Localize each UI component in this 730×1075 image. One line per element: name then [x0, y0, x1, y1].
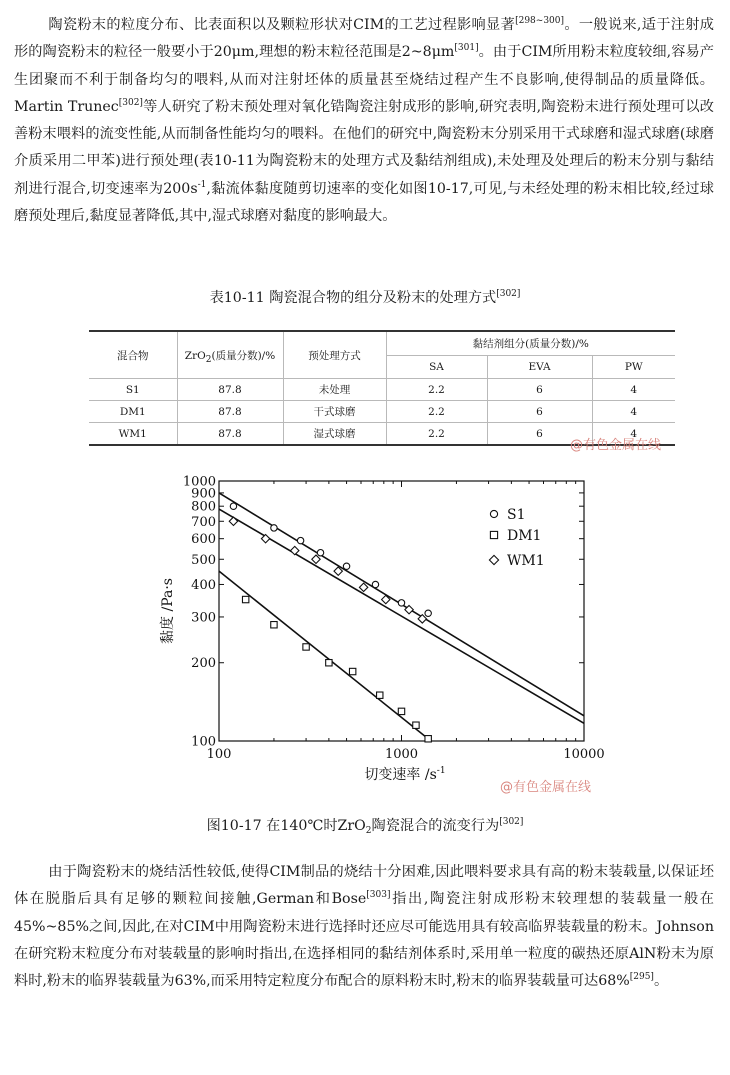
header-eva: EVA — [487, 356, 592, 379]
y-tick-label: 300 — [191, 610, 216, 626]
data-point-wm1 — [261, 534, 269, 542]
y-tick-label: 600 — [191, 532, 216, 548]
data-point-dm1 — [242, 596, 248, 602]
y-tick-label: 1000 — [182, 474, 216, 490]
y-tick-label: 700 — [191, 514, 216, 530]
data-point-s1 — [230, 503, 236, 509]
citation-ref: [302] — [118, 97, 143, 108]
fit-line-dm1 — [219, 571, 431, 741]
y-tick-label: 900 — [191, 486, 216, 502]
data-point-s1 — [297, 537, 303, 543]
header-pretreatment: 预处理方式 — [283, 331, 386, 379]
para2-text-3: 。 — [653, 973, 669, 990]
data-point-dm1 — [349, 668, 355, 674]
para2-text-2: 指出,陶瓷注射成形粉末较理想的装载量一般在45%~85%之间,因此,在对CIM中用陶瓷粉末进行选择时还应尽可能选用具有较高临界装载量的粉末。Johnson在研究粉末粒度分布对装载量的影响时指出,在选择相同的黏结剂体系时,采用单一粒度的碳热还原AlN粉末为原料时,粉末的临界装载量为63%,而采用特定粒度分布配合的原料粉末时,粉末的临界装载量可达68% — [14, 891, 714, 990]
table-row: DM1 87.8 干式球磨 2.2 6 4 — [89, 401, 675, 423]
citation-ref: [295] — [629, 972, 654, 983]
header-pw: PW — [592, 356, 675, 379]
header-binder: 黏结剂组分(质量分数)/% — [386, 331, 675, 356]
legend-marker-wm1 — [489, 555, 498, 564]
y-tick-label: 200 — [191, 656, 216, 672]
data-point-s1 — [398, 600, 404, 606]
data-point-wm1 — [312, 555, 320, 563]
data-point-wm1 — [359, 583, 367, 591]
header-sa: SA — [386, 356, 487, 379]
data-point-s1 — [343, 563, 349, 569]
x-tick-label: 1000 — [384, 747, 419, 762]
y-tick-label: 100 — [191, 734, 216, 750]
y-tick-label: 400 — [191, 577, 216, 593]
data-point-s1 — [372, 581, 378, 587]
para2-text-1: 由于陶瓷粉末的烧结活性较低,使得CIM制品的烧结十分困难,因此喂料要求具有高的粉末装载量,以保证坯体在脱脂后具有足够的颗粒间接触,German和Bose — [14, 864, 714, 908]
data-point-dm1 — [271, 622, 277, 628]
paragraph-loading — [14, 859, 714, 995]
watermark: @有色金属在线 — [570, 438, 662, 453]
y-tick-label: 800 — [191, 499, 216, 515]
watermark: @有色金属在线 — [500, 780, 592, 795]
x-tick-label: 100 — [206, 747, 232, 762]
figure-caption-ref: [302] — [499, 817, 524, 827]
para1-text-5: ,黏流体黏度随剪切速率的变化如图10-17,可见,与未经处理的粉末相比较,经过球磨预处理后,黏度显著降低,其中,湿式球磨对黏度的影响最大。 — [14, 180, 714, 225]
data-point-dm1 — [326, 660, 332, 666]
para1-text-1: 陶瓷粉末的粒度分布、比表面积以及颗粒形状对CIM的工艺过程影响显著 — [48, 17, 516, 33]
y-axis-label: 黏度 /Pa·s — [160, 578, 176, 644]
table-row: WM1 87.8 湿式球磨 2.2 6 4 — [89, 423, 675, 446]
data-point-dm1 — [377, 692, 383, 698]
legend-marker-s1 — [490, 510, 497, 517]
table-caption-ref: [302] — [496, 289, 521, 299]
header-zro2: ZrO$_2$(质量分数)/% — [177, 331, 283, 379]
data-point-wm1 — [291, 546, 299, 554]
citation-ref: [303] — [366, 890, 391, 901]
para1-text-4: 等人研究了粉末预处理对氧化锆陶瓷注射成形的影响,研究表明,陶瓷粉末进行预处理可以改善粉末喂料的流变性能,从而制备性能均匀的喂料。在他们的研究中,陶瓷粉末分别采用干式球磨和湿式球磨(球磨介质采用二甲苯)进行预处理(表10-11为陶瓷粉末的处理方式及黏结剂组成),未处理及处理后的粉末分别与黏结剂进行混合,切变速率为200s — [14, 98, 714, 197]
citation-ref: [301] — [454, 43, 479, 54]
y-tick-label: 500 — [191, 552, 216, 568]
data-point-dm1 — [413, 722, 419, 728]
data-point-s1 — [425, 610, 431, 616]
legend-label-dm1: DM1 — [507, 528, 542, 544]
para1-text-2: 。一般说来,适于注射成形的陶瓷粉末的粒径一般要小于20μm,理想的粉末粒径范围是2~8μm — [14, 17, 714, 61]
legend-label-s1: S1 — [507, 507, 526, 523]
table-row: S1 87.8 未处理 2.2 6 4 — [89, 379, 675, 401]
x-axis-label: 切变速率 $/s^{-1}$ — [364, 766, 446, 783]
para1-text-3: 。由于CIM所用粉末粒度较细,容易产生团聚而不利于制备均匀的喂料,从而对注射坯体的质量甚至烧结过程产生不良影响,使得制品的质量降低。Martin Trunec — [14, 44, 714, 115]
citation-ref: [298~300] — [515, 16, 565, 26]
plot-frame — [219, 481, 584, 741]
data-point-s1 — [317, 549, 323, 555]
x-tick-label: 10000 — [563, 747, 605, 762]
data-point-s1 — [271, 525, 277, 531]
table-caption-text: 表10-11 陶瓷混合物的组分及粉末的处理方式 — [209, 290, 497, 306]
data-point-dm1 — [398, 708, 404, 714]
legend-marker-dm1 — [490, 531, 497, 538]
legend-label-wm1: WM1 — [507, 553, 545, 569]
data-point-dm1 — [425, 736, 431, 742]
figure-caption: 图10-17 在140℃时ZrO$_2$陶瓷混合的流变行为[302] — [206, 817, 524, 836]
header-mixture: 混合物 — [89, 331, 177, 379]
unit-exponent: -1 — [197, 179, 207, 190]
data-point-dm1 — [303, 644, 309, 650]
